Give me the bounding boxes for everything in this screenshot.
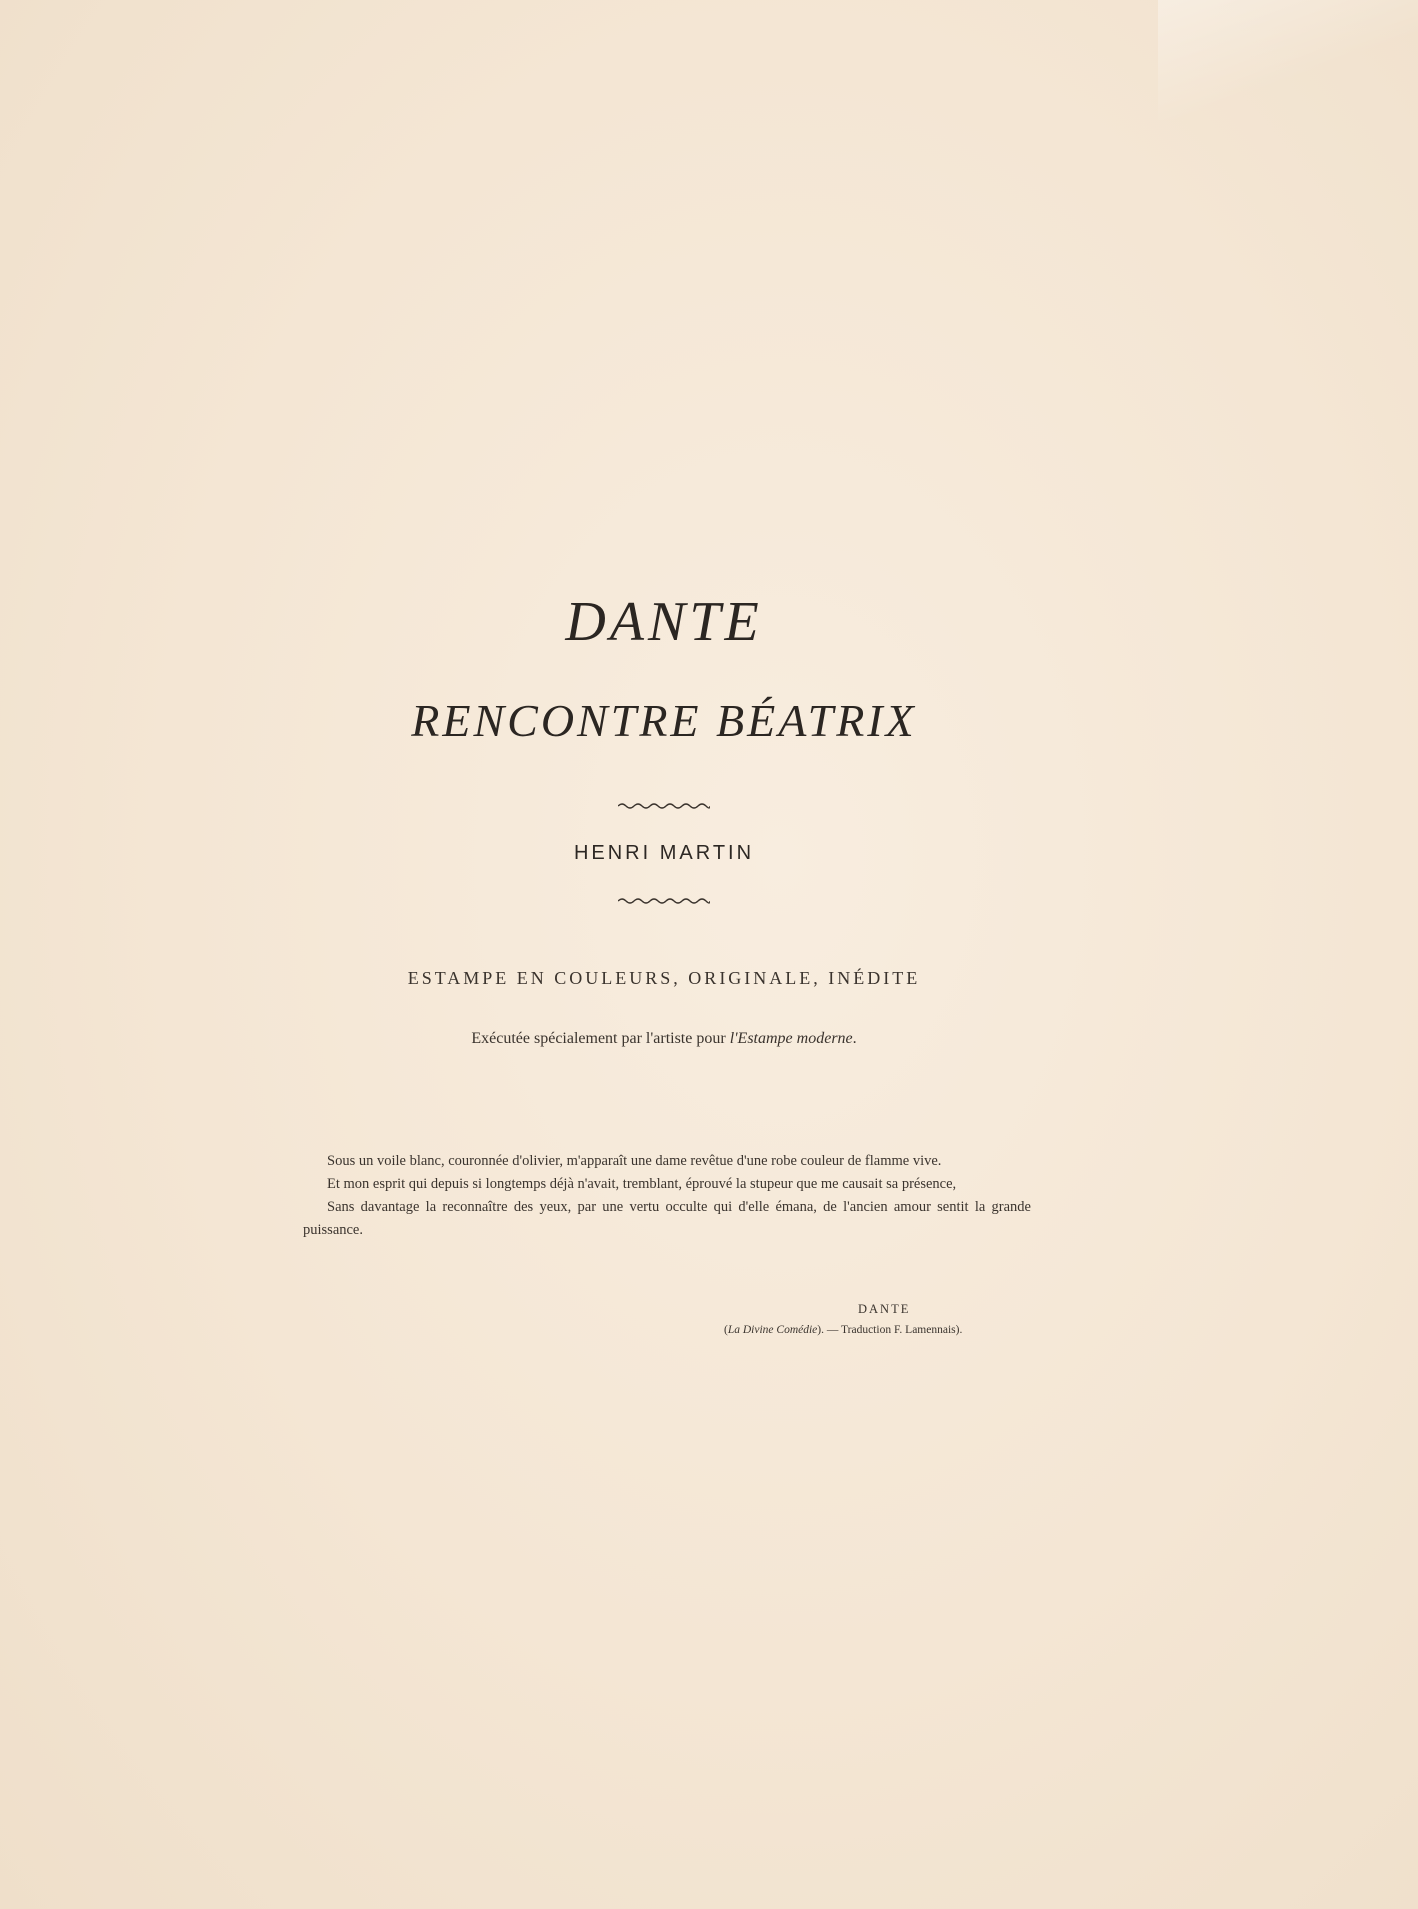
source-rest: ). — Traduction F. Lamennais).	[817, 1324, 963, 1336]
publication-name: l'Estampe moderne	[729, 1030, 853, 1047]
title-line-1: DANTE	[565, 591, 763, 653]
quote-paragraph: Sous un voile blanc, couronnée d'olivier, m'apparaît une dame revêtue d'une robe couleur de flamme vive.	[327, 1153, 942, 1169]
artist-name: HENRI MARTIN	[573, 842, 755, 864]
ornament-wave-top	[618, 801, 710, 811]
executed-prefix: Exécutée spécialement par l'artiste pour	[471, 1030, 730, 1047]
executed-line	[0, 1030, 1328, 1048]
quote-paragraph: Sans davantage la reconnaître des yeux, par une vertu occulte qui d'elle émana, de l'ancien amour sentit la grande puissance.	[303, 1199, 1031, 1238]
source-work: La Divine Comédie	[727, 1324, 818, 1336]
print-type: ESTAMPE EN COULEURS, ORIGINALE, INÉDITE	[407, 968, 921, 988]
quote-source	[724, 1324, 962, 1336]
quote-paragraph: Et mon esprit qui depuis si longtemps déjà n'avait, tremblant, éprouvé la stupeur que me causait sa présence,	[327, 1176, 957, 1192]
executed-suffix: .	[852, 1030, 857, 1047]
ornament-wave-bottom	[618, 896, 710, 906]
source-open: (	[724, 1324, 728, 1336]
title-line-2: RENCONTRE BÉATRIX	[411, 695, 917, 746]
quote-author: DANTE	[858, 1302, 911, 1316]
paper-fold-shade	[1158, 0, 1418, 120]
quote-block	[303, 1150, 1031, 1242]
